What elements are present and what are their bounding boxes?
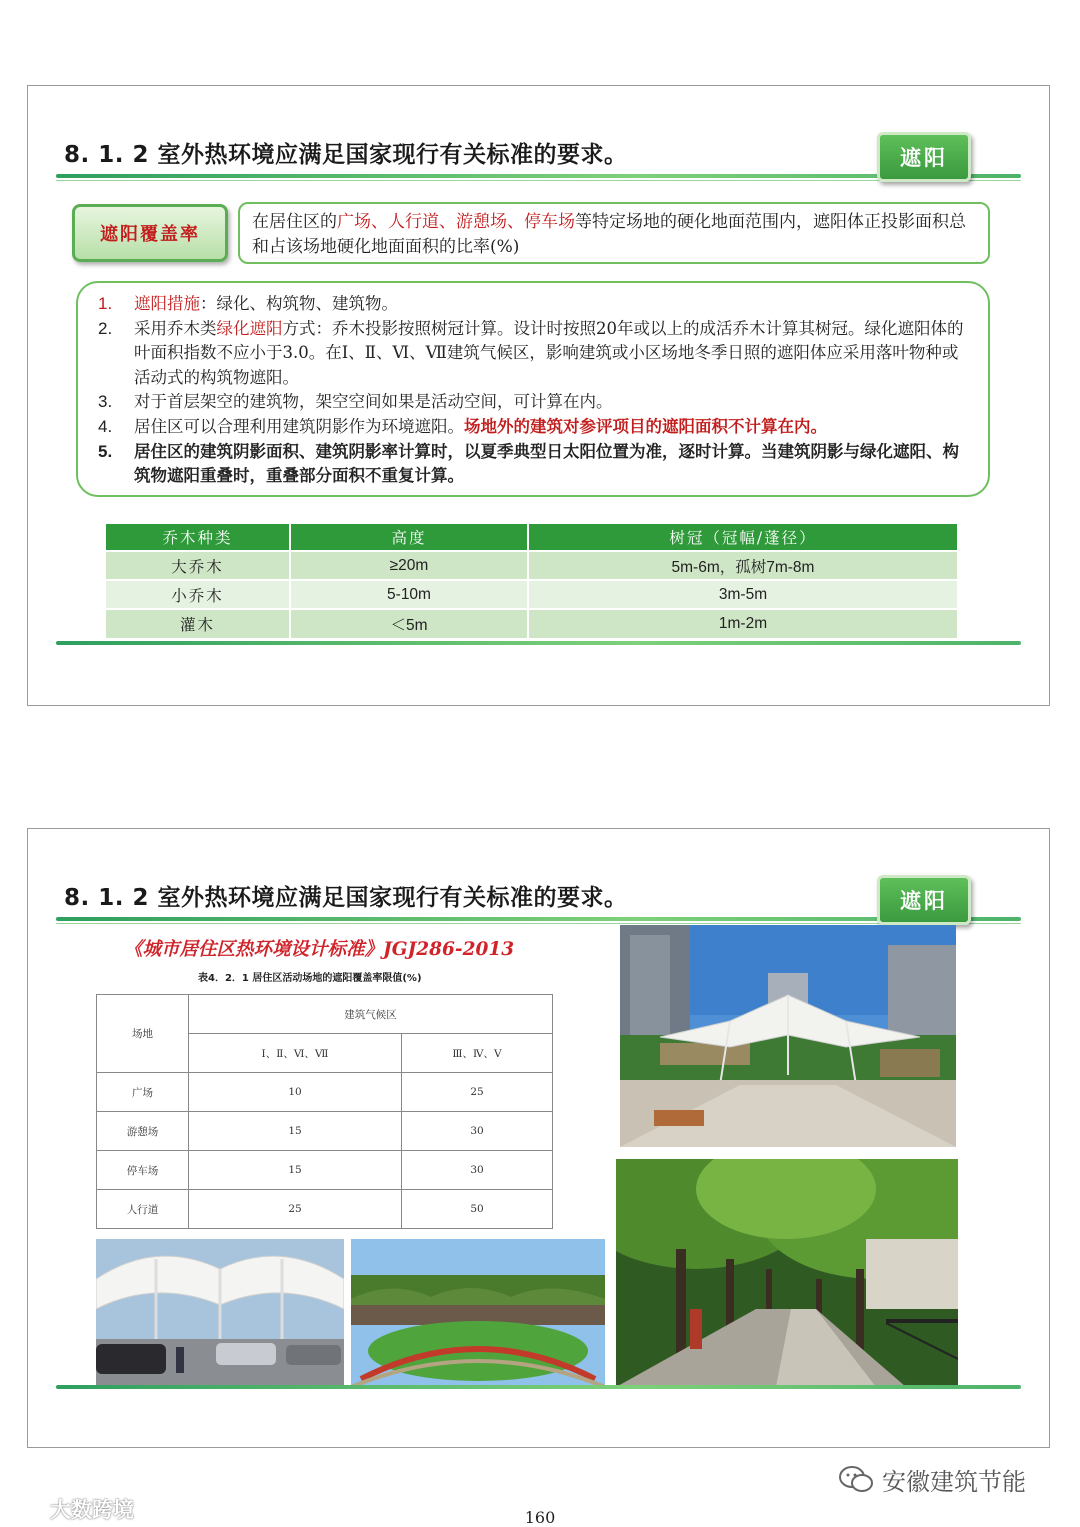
bottom-rule [56,1385,1021,1389]
plaza-canopy-photo [620,925,956,1147]
slide-1 [27,85,1050,706]
list-number: 1. [98,294,113,313]
table-header: Ⅰ、Ⅱ、Ⅵ、Ⅶ [189,1034,402,1073]
table-cell: 30 [402,1151,553,1190]
definition-label: 遮阳覆盖率 [72,204,228,262]
list-number: 3. [98,392,113,412]
table-cell: 10 [189,1073,402,1112]
parking-canopy-photo [96,1239,344,1387]
table-header: 场地 [97,995,189,1073]
table-row [97,1112,553,1151]
table-cell: 1m-2m [528,609,958,638]
table-cell: 5-10m [290,580,528,609]
table-cell: 25 [189,1190,402,1229]
notes-list [76,281,990,497]
table-cell: 30 [402,1112,553,1151]
list-text: 对于首层架空的建筑物，架空空间如果是活动空间，可计算在内。 [134,392,613,412]
table-cell: 15 [189,1151,402,1190]
slide-title: 8. 1. 2 室外热环境应满足国家现行有关标准的要求。 [64,885,628,911]
shading-badge: 遮阳 [877,875,971,925]
table-row [106,609,958,638]
list-text: 居住区的建筑阴影面积、建筑阴影率计算时，以夏季典型日太阳位置为准，逐时计算。当建筑阴影与绿化遮阳、构筑物遮阳重叠时，重叠部分面积不重复计算。 [134,441,959,486]
list-text: ：绿化、构筑物、建筑物。 [200,294,398,313]
table-row [97,1190,553,1229]
table-cell: 广场 [97,1073,189,1112]
table-cell: 游憩场 [97,1112,189,1151]
table-cell: 50 [402,1190,553,1229]
bottom-rule [56,641,1021,645]
shading-rate-table [96,994,553,1229]
table-cell: 停车场 [97,1151,189,1190]
wechat-icon [838,1465,874,1495]
table-row [106,580,958,609]
table-cell: 25 [402,1073,553,1112]
definition-box [238,202,990,264]
tree-size-table [106,524,959,638]
table-cell: 大乔木 [106,551,290,580]
table-header: 树冠（冠幅/蓬径） [528,524,958,551]
table-cell: ≥20m [290,551,528,580]
table-row [97,1151,553,1190]
list-number: 4. [98,416,113,436]
list-highlight: 绿化遮阳 [216,318,283,338]
watermark-left-text: 大数跨境 [50,1498,134,1522]
table-cell: 3m-5m [528,580,958,609]
shading-badge: 遮阳 [877,132,971,182]
list-item [98,292,974,317]
list-item [98,317,974,391]
tree-walkway-photo [616,1159,958,1387]
list-highlight: 遮阳措施 [134,294,200,313]
list-highlight: 场地外的建筑对参评项目的遮阳面积不计算在内。 [464,416,827,436]
table-header: Ⅲ、Ⅳ、Ⅴ [402,1034,553,1073]
table-cell: ＜5m [290,609,528,638]
slide-2 [27,828,1050,1448]
list-number: 5. [98,441,113,461]
table-caption: 表4．2．1 居住区活动场地的遮阳覆盖率限值(%) [198,973,422,984]
title-rule-thin [56,923,1021,924]
table-header: 高度 [290,524,528,551]
list-pre: 采用乔木类 [134,318,217,338]
definition-highlight: 广场、人行道、游憩场、停车场 [337,212,575,232]
watermark-right [838,1462,1026,1497]
table-header: 乔木种类 [106,524,290,551]
table-row [106,551,958,580]
list-item [98,440,974,489]
table-cell: 15 [189,1112,402,1151]
table-row [97,1073,553,1112]
list-text: 居住区可以合理利用建筑阴影作为环境遮阳。 [134,416,464,436]
definition-pre: 在居住区的 [252,212,337,232]
page-number: 160 [524,1508,556,1527]
title-rule-thin [56,180,1021,181]
list-item [98,415,974,440]
table-cell: 灌木 [106,609,290,638]
list-item [98,390,974,415]
standard-title: 《城市居住区热环境设计标准》JGJ286-2013 [124,939,515,960]
table-header: 建筑气候区 [189,995,553,1034]
watermark-right-text: 安徽建筑节能 [882,1468,1026,1496]
list-text: 方式：乔木投影按照树冠计算。设计时按照20年或以上的成活乔木计算其树冠。绿化遮阳体的叶面积指数不应小于3.0。在Ⅰ、Ⅱ、Ⅵ、Ⅶ建筑气候区，影响建筑或小区场地冬季日照的遮阳体应采用落叶物种或活动式的构筑物遮阳。 [134,318,964,387]
green-pavilion-photo [351,1239,605,1387]
list-number: 2. [98,318,113,338]
slide-title: 8. 1. 2 室外热环境应满足国家现行有关标准的要求。 [64,142,628,168]
table-cell: 5m-6m，孤树7m-8m [528,551,958,580]
table-cell: 人行道 [97,1190,189,1229]
definition-post: 等特定场地的硬化地面范围内，遮阳体正投影面积总和占该场地硬化地面面积的比率(%) [252,212,966,257]
table-cell: 小乔木 [106,580,290,609]
